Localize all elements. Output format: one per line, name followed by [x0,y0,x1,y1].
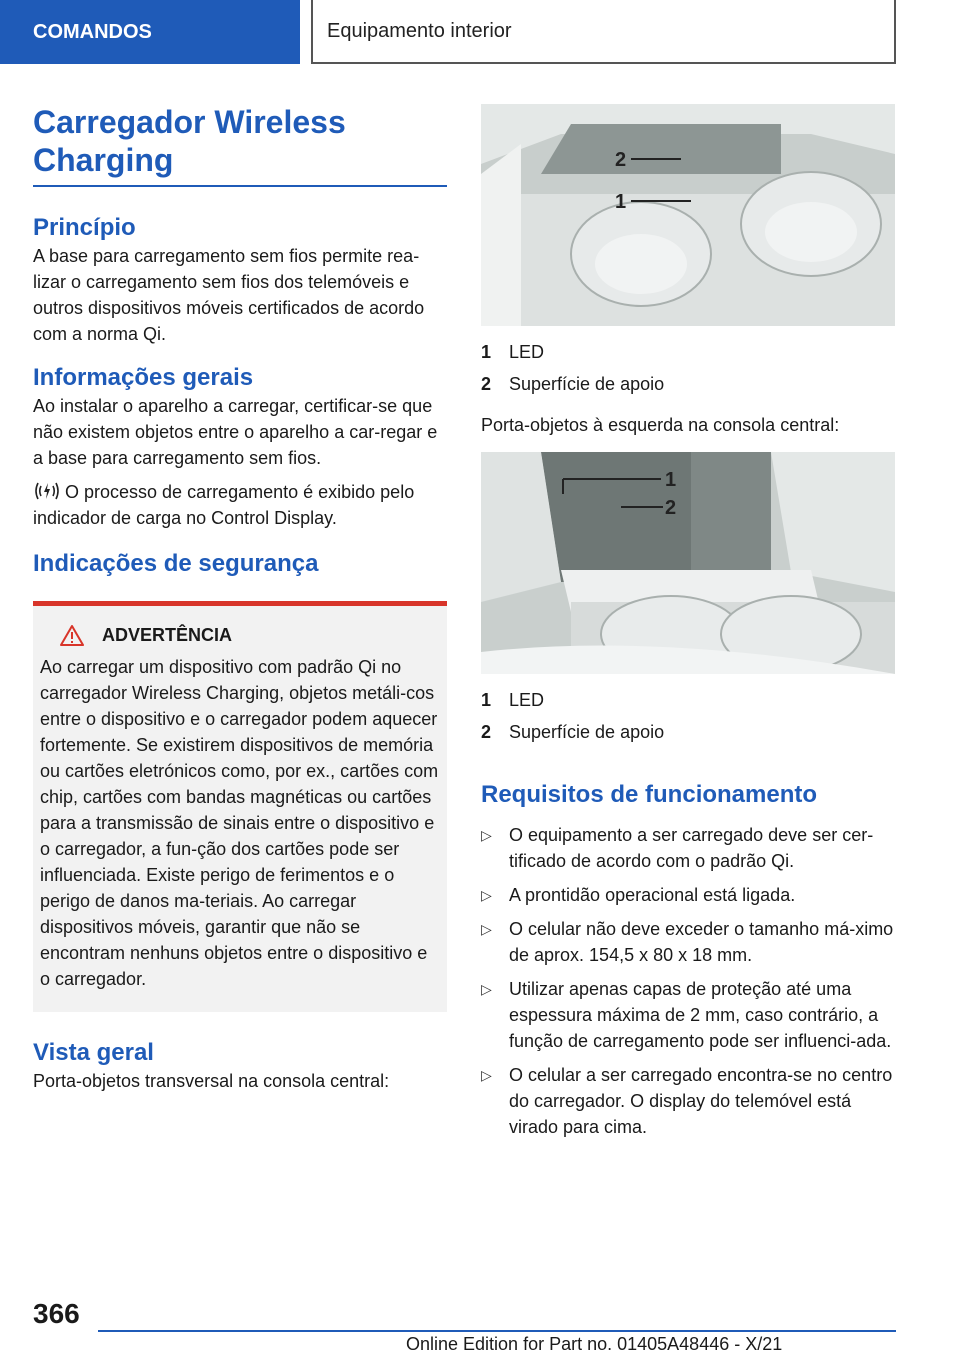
requirements-list [481,822,895,1140]
left-column [33,103,447,1094]
heading-vista-geral: Vista geral [33,1039,154,1066]
figure-1-legend [481,336,895,400]
legend-text: LED [509,342,545,362]
list-item [481,1062,895,1140]
figure-1-callout-2: 2 [615,149,627,171]
list-item-text: O celular a ser carregado encontra-se no centro do carregador. O display do telemóvel está virado para cima. [509,1065,893,1137]
legend-number: 2 [481,374,492,394]
warning-text: Ao carregar um dispositivo com padrão Qi no carregador Wireless Charging, objetos metáli-cos entre o dispositivo e o carregador podem aquecer fortemente. Se existirem dispositivos de memória ou cartões eletrónicos como, por ex., cartões com chip, cartões com bandas magnéticas ou cartões para a transmissão de sinais entre o dispositivo e o carregador, a fun-ção dos cartões pode ser influenciada. Existe perigo de ferimentos e o perigo de danos ma-teriais. Ao carregar dispositivos móveis, garantir que não se encontram nenhuns objetos entre o dispositivo e o carregador. [40,657,439,989]
footer-edition: Online Edition for Part no. 01405A48446 - X/21 [406,1334,783,1354]
triangle-bullet-icon: ▷ [481,981,492,997]
legend-item [481,684,895,716]
legend-item [481,368,895,400]
figure-transverse-holder [481,104,895,326]
figure-1-illustration [481,104,895,326]
legend-text: Superfície de apoio [509,374,665,394]
principio-text: A base para carregamento sem fios permite rea-lizar o carregamento sem fios dos telemóveis e outros dispositivos móveis certificados de acordo com a norma Qi. [33,246,425,344]
page-title: Carregador Wireless Charging [33,103,447,187]
vista-text: Porta-objetos transversal na consola central: [33,1071,390,1091]
figure-left-holder [481,452,895,674]
legend-number: 1 [481,342,492,362]
warning-header [40,624,440,646]
legend-item [481,336,895,368]
list-item [481,916,895,968]
section-requisitos [481,780,895,1140]
figure-2-illustration [481,452,895,674]
section-informacoes [33,363,447,531]
chapter-label: Equipamento interior [327,19,512,42]
section-tab [0,0,300,64]
section-principio [33,213,447,347]
heading-informacoes: Informações gerais [33,364,254,391]
list-item [481,822,895,874]
triangle-bullet-icon: ▷ [481,921,492,937]
page-number: 366 [33,1298,80,1329]
list-item [481,976,895,1054]
heading-principio: Princípio [33,214,136,241]
legend-number: 1 [481,690,492,710]
info-icon-text: O processo de carregamento é exibido pelo indicador de carga no Control Display. [33,482,415,528]
legend-number: 2 [481,722,492,742]
legend-text: Superfície de apoio [509,722,665,742]
triangle-bullet-icon: ▷ [481,827,492,843]
legend-text: LED [509,690,545,710]
figure-2-callout-2: 2 [665,497,677,519]
figure-2-callout-1: 1 [665,469,677,491]
list-item-text: O celular não deve exceder o tamanho má-ximo de aprox. 154,5 x 80 x 18 mm. [509,919,894,965]
wireless-charging-icon [33,480,61,502]
triangle-bullet-icon: ▷ [481,887,492,903]
list-item-text: Utilizar apenas capas de proteção até uma espessura máxima de 2 mm, caso contrário, a função de carregamento pode ser influenci-ada. [509,979,892,1051]
section-seguranca [33,549,447,1012]
list-item-text: O equipamento a ser carregado deve ser cer-tificado de acordo com o padrão Qi. [509,825,874,871]
warning-box [33,601,447,1012]
footer-divider [98,1330,896,1332]
info-text: Ao instalar o aparelho a carregar, certificar-se que não existem objetos entre o aparelho a car-regar e a base para carregamento sem fios. [33,396,438,468]
legend-item [481,716,895,748]
figure-2-legend [481,684,895,748]
figure-1-callout-1: 1 [615,191,627,213]
figure-2-caption: Porta-objetos à esquerda na consola central: [481,415,840,435]
heading-requisitos: Requisitos de funcionamento [481,781,818,808]
warning-triangle-icon [60,624,84,646]
right-column [481,104,895,1148]
heading-seguranca: Indicações de segurança [33,550,319,577]
warning-label: ADVERTÊNCIA [102,624,233,645]
info-icon-paragraph [33,479,447,531]
list-item-text: A prontidão operacional está ligada. [509,885,796,905]
section-label: COMANDOS [33,20,152,43]
list-item [481,882,895,908]
triangle-bullet-icon: ▷ [481,1067,492,1083]
chapter-tab [311,0,896,64]
section-vista-geral [33,1038,447,1094]
